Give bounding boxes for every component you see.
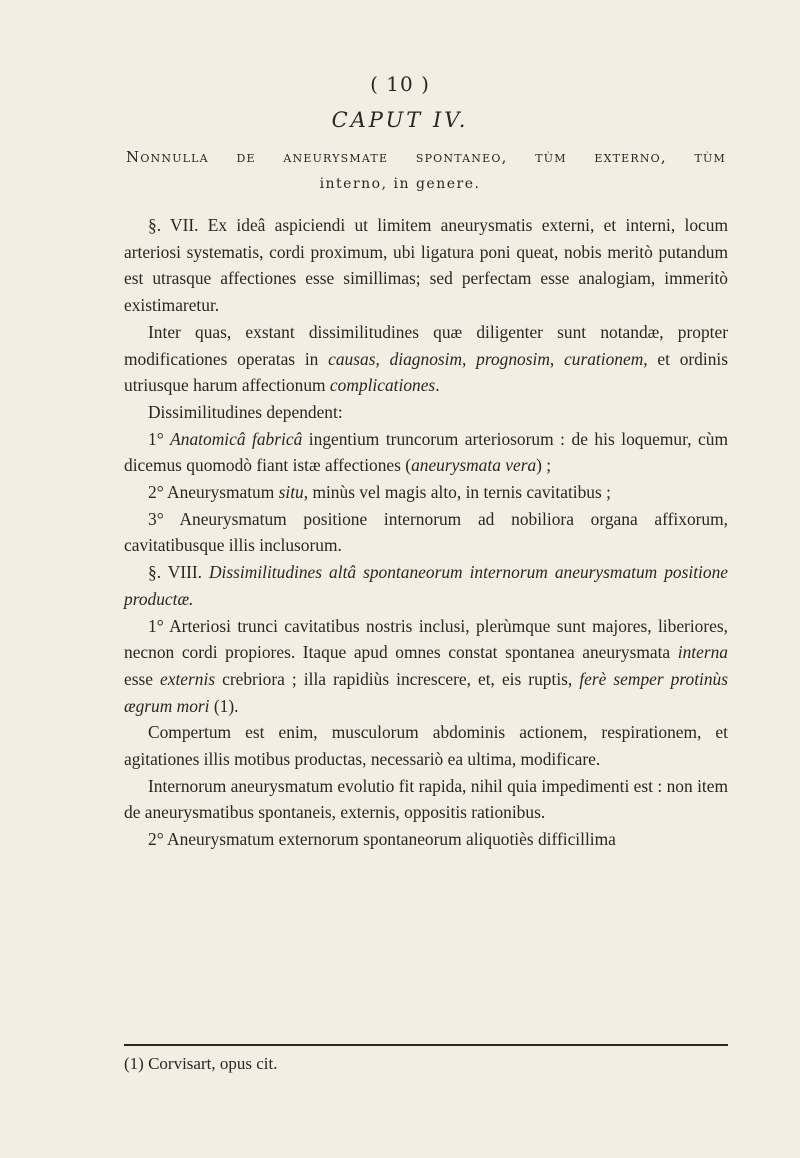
list-item-3: 3° Aneurysmatum positione internorum ad nobiliora organa affixorum, cavitatibusque illis inclusorum. — [124, 508, 728, 556]
chapter-title-line1: Nonnulla de aneurysmate spontaneo, tùm externo, tùm — [126, 148, 726, 166]
section-8-item-2: 2° Aneurysmatum externorum spontaneorum aliquotiès difficillima — [148, 829, 616, 850]
section-7-paragraph: §. VII. Ex ideâ aspiciendi ut limitem aneurysmatis externi, et interni, locum arteriosi systematis, cordi proximum, ubi ligatura poni queat, nobis meritò putandum est utrasque affectiones esse simillimas; sed perfectam esse analogiam, immeritò existimaretur. — [124, 215, 728, 316]
section-7-dependent-line: Dissimilitudines dependent: — [148, 401, 343, 422]
section-8-paragraph-2: Compertum est enim, musculorum abdominis actionem, respirationem, et agitationes illis motibus productas, necessariò ea ultima, modificare. — [124, 722, 728, 770]
footnote: (1) Corvisart, opus cit. — [124, 1054, 278, 1073]
list-item-2: 2° Aneurysmatum situ, minùs vel magis alto, in ternis cavitatibus ; — [148, 482, 611, 503]
section-8-heading: §. VIII. Dissimilitudines altâ spontaneorum internorum aneurysmatum positione productæ. — [124, 562, 728, 609]
page-number: ( 10 ) — [370, 72, 430, 96]
section-7-dissimilitudes-paragraph: Inter quas, exstant dissimilitudines quæ diligenter sunt notandæ, propter modificationes operatas in causas, diagnosim, prognosim, curationem, et ordinis utriusque harum affectionum complicationes. — [124, 321, 729, 396]
list-item-1: 1° Anatomicâ fabricâ ingentium truncorum arteriosorum : de his loquemur, cùm dicemus quomodò fiant istæ affectiones (aneurysmata vera) ; — [124, 428, 729, 476]
section-8-paragraph-3: Internorum aneurysmatum evolutio fit rapida, nihil quia impedimenti est : non item de aneurysmatibus spontaneis, externis, oppositis rationibus. — [124, 775, 728, 823]
section-8-item-1: 1° Arteriosi trunci cavitatibus nostris inclusi, plerùmque sunt majores, liberiores, necnon cordi propiores. Itaque apud omnes constat spontanea aneurysmata interna esse externis crebriora ; illa rapidiùs increscere, et, eis ruptis, ferè semper protinùs ægrum mori (1). — [124, 615, 729, 716]
chapter-title-line2: interno, in genere. — [319, 176, 481, 192]
chapter-heading: CAPUT IV. — [331, 108, 469, 132]
body-text — [124, 212, 728, 853]
footnote-rule — [124, 1044, 728, 1046]
